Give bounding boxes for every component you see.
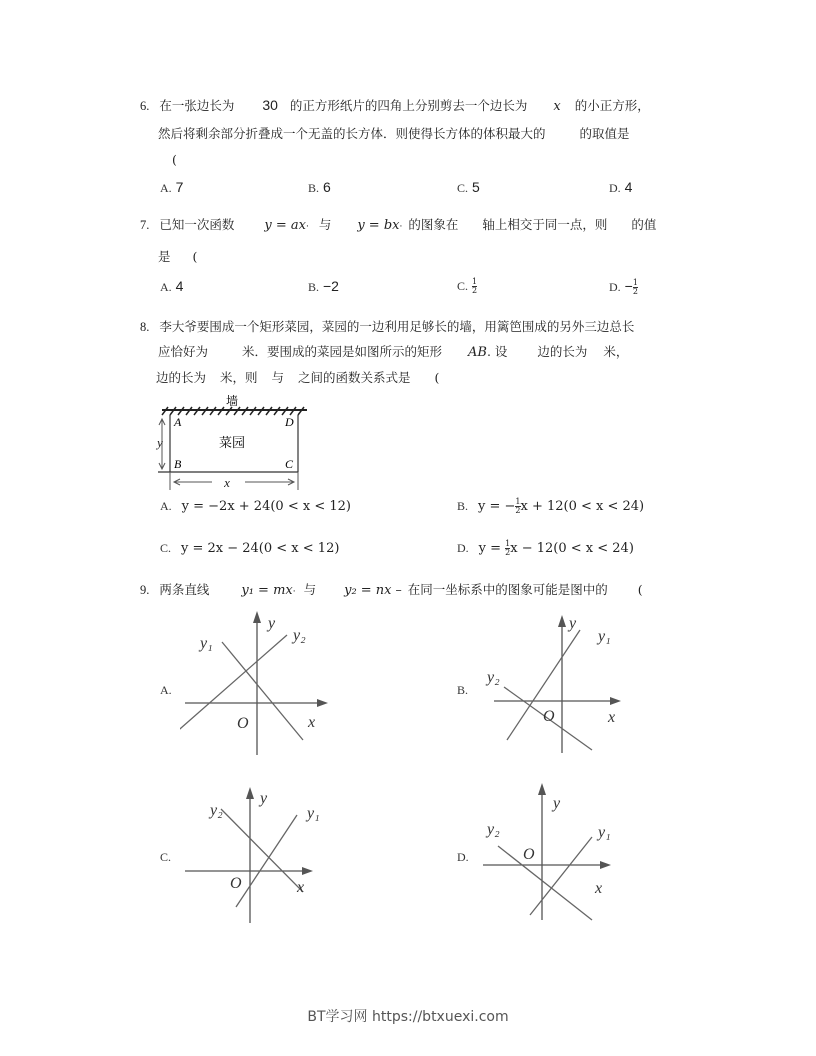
- q8-line1: 8. 李大爷要围成一个矩形菜园，菜园的一边利用足够长的墙，用篱笆围成的另外三边总长: [140, 319, 635, 334]
- corner-c: C: [285, 457, 294, 471]
- q8-line2: 应恰好为 米．要围成的菜园是如图所示的矩形 AB. 设 边的长为 米，: [158, 344, 629, 360]
- svg-text:y₂: y₂: [487, 669, 500, 686]
- q7-option-c: C. $\frac{1}{2}$: [457, 277, 478, 295]
- svg-text:x: x: [297, 879, 305, 896]
- svg-text:O: O: [237, 715, 249, 732]
- q6-option-c: C. 5: [457, 179, 480, 195]
- q7-option-b: B. −2: [308, 278, 339, 294]
- graph-a: [180, 605, 340, 765]
- q7-line1: 7. 已知一次函数 y = ax· 与 y = bx· 的图象在 轴上相交于同一点，则 的值: [140, 217, 657, 233]
- svg-text:y₁: y₁: [307, 805, 320, 822]
- q8-line3: 边的长为 米，则 与 之间的函数关系式是 (: [156, 370, 440, 385]
- q6-line1: 6. 在一张边长为 30 的正方形纸片的四角上分别剪去一个边长为 x 的小正方形，: [140, 97, 650, 114]
- graph-d: [480, 775, 640, 935]
- svg-text:y₁: y₁: [598, 628, 611, 645]
- graph-c-label: C.: [160, 850, 172, 864]
- fraction: $\frac{1}{2}$: [472, 277, 478, 295]
- svg-text:y₂: y₂: [210, 802, 223, 819]
- y-label: y: [157, 435, 163, 450]
- graph-a-label: A.: [160, 683, 172, 697]
- corner-b: B: [174, 457, 182, 471]
- q8-option-c: C. y = 2x − 24(0 < x < 12): [160, 541, 340, 556]
- svg-text:y₂: y₂: [487, 821, 500, 838]
- svg-text:x: x: [308, 714, 316, 731]
- q8-option-a: A. y = −2x + 24(0 < x < 12): [160, 499, 351, 514]
- graph-b-label: B.: [457, 683, 469, 697]
- q6-paren: (: [172, 152, 177, 167]
- q6-option-a: A. 7: [160, 179, 184, 195]
- svg-text:y: y: [268, 615, 276, 632]
- graph-b: [480, 605, 640, 765]
- corner-a: A: [174, 415, 182, 429]
- q6-option-d: D. 4: [609, 179, 633, 195]
- q8-option-b: B. y = − $\frac{1}{2}$ x + 12(0 < x < 24): [457, 497, 645, 515]
- fraction: $\frac{1}{2}$: [632, 278, 638, 296]
- q6-option-b: B. 6: [308, 179, 331, 195]
- x-label: x: [224, 475, 230, 490]
- graph-c: [180, 775, 340, 935]
- svg-text:x: x: [608, 709, 616, 726]
- svg-text:y: y: [553, 795, 561, 812]
- svg-text:O: O: [523, 846, 535, 863]
- svg-text:y₂: y₂: [293, 627, 306, 644]
- q7-option-d: D. − $\frac{1}{2}$: [609, 278, 638, 296]
- graph-d-label: D.: [457, 850, 469, 864]
- svg-text:y: y: [569, 615, 577, 632]
- wall-label: 墙: [225, 394, 239, 408]
- q8-option-d: D. y = $\frac{1}{2}$ x − 12(0 < x < 24): [457, 539, 634, 557]
- garden-figure: [150, 390, 320, 490]
- svg-text:y₁: y₁: [200, 635, 213, 652]
- garden-label: 菜园: [218, 435, 246, 450]
- footer-watermark: BT学习网 https://btxuexi.com: [307, 1009, 509, 1025]
- svg-text:O: O: [543, 708, 555, 725]
- q6-line2: 然后将剩余部分折叠成一个无盖的长方体．则使得长方体的体积最大的 的取值是: [158, 126, 630, 141]
- svg-text:O: O: [230, 875, 242, 892]
- q9-line1: 9. 两条直线 y₁ = mx· 与 y₂ = nx – 在同一坐标系中的图象可能是图中的 (: [140, 582, 643, 598]
- svg-text:y₁: y₁: [598, 824, 611, 841]
- q7-line2: 是 (: [158, 249, 198, 264]
- svg-text:y: y: [260, 790, 268, 807]
- q7-option-a: A. 4: [160, 278, 184, 294]
- svg-text:x: x: [595, 880, 603, 897]
- corner-d: D: [285, 415, 294, 429]
